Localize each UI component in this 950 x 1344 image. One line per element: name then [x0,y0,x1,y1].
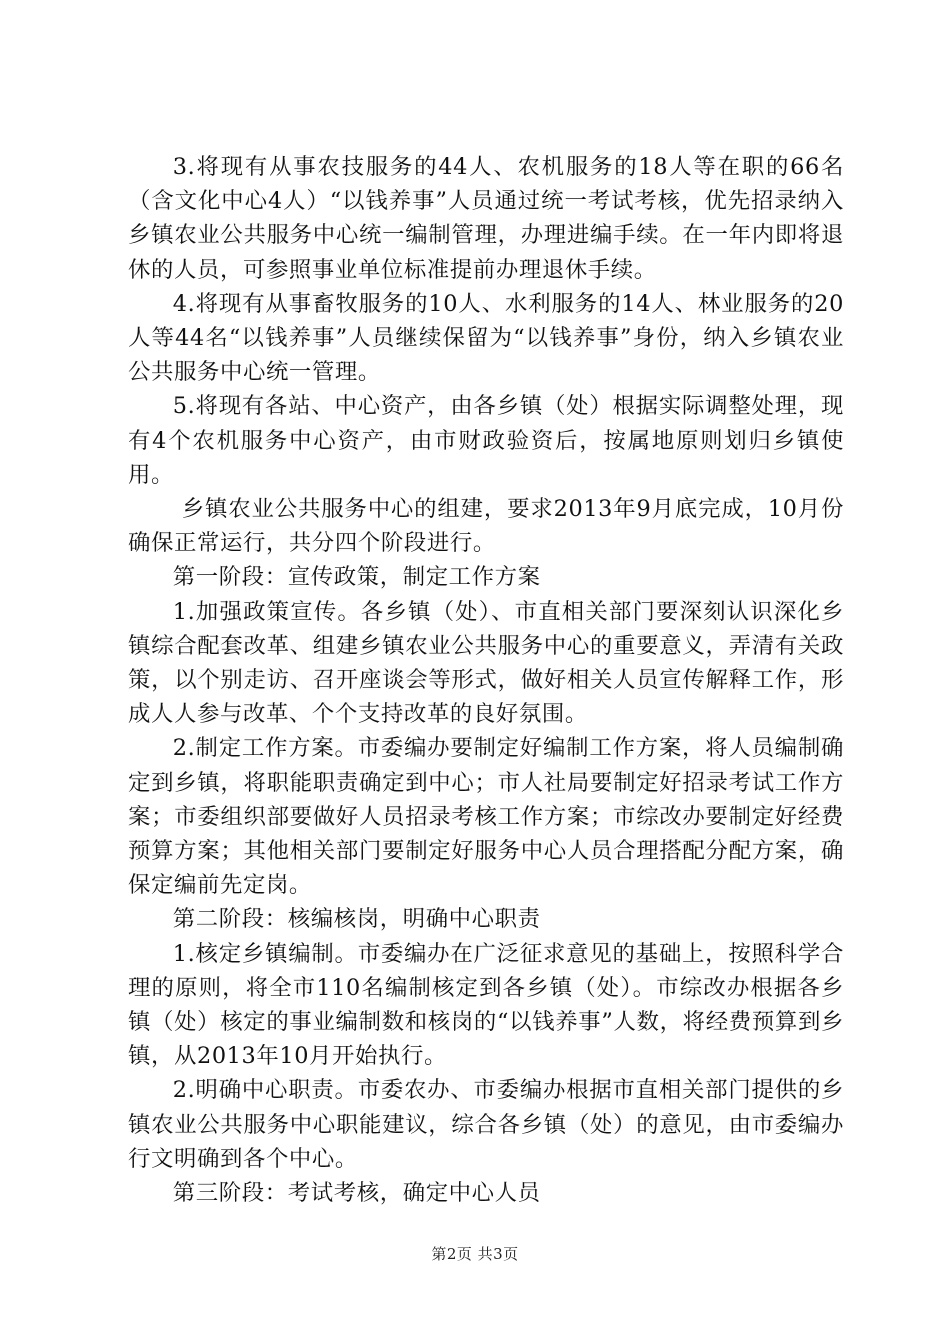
paragraph-item-4: 4.将现有从事畜牧服务的10人、水利服务的14人、林业服务的20人等44名“以钱养事”人员继续保留为“以钱养事”身份，纳入乡镇农业公共服务中心统一管理。 [128,290,844,386]
page-number-label: 第2页 共3页 [431,1245,519,1263]
paragraph-item-3: 3.将现有从事农技服务的44人、农机服务的18人等在职的66名（含文化中心4人）“以钱养事”人员通过统一考试考核，优先招录纳入乡镇农业公共服务中心统一编制管理，办理进编手续。在一年内即将退休的人员，可参照事业单位标准提前办理退休手续。 [128,154,844,283]
page-footer [0,1244,950,1264]
section-heading-stage-1: 第一阶段：宣传政策，制定工作方案 [172,564,541,591]
paragraph-stage-2-item-2: 2.明确中心职责。市委农办、市委编办根据市直相关部门提供的乡镇农业公共服务中心职能建议，综合各乡镇（处）的意见，由市委编办行文明确到各个中心。 [128,1077,844,1172]
section-heading-stage-2: 第二阶段：核编核岗，明确中心职责 [172,906,541,933]
section-heading-stage-3: 第三阶段：考试考核，确定中心人员 [172,1180,541,1207]
paragraph-stage-2-item-1: 1.核定乡镇编制。市委编办在广泛征求意见的基础上，按照科学合理的原则，将全市110名编制核定到各乡镇（处）。市综改办根据各乡镇（处）核定的事业编制数和核岗的“以钱养事”人数，将经费预算到乡镇，从2013年10月开始执行。 [128,940,844,1070]
paragraph-item-5: 5.将现有各站、中心资产，由各乡镇（处）根据实际调整处理，现有4个农机服务中心资产，由市财政验资后，按属地原则划归乡镇使用。 [128,393,844,488]
paragraph-schedule-intro: 乡镇农业公共服务中心的组建，要求2013年9月底完成，10月份确保正常运行，共分四个阶段进行。 [128,496,844,557]
document-body [128,150,844,1210]
paragraph-stage-1-item-2: 2.制定工作方案。市委编办要制定好编制工作方案，将人员编制确定到乡镇，将职能职责确定到中心；市人社局要制定好招录考试工作方案；市委组织部要做好人员招录考核工作方案；市综改办要制定好经费预算方案；其他相关部门要制定好服务中心人员合理搭配分配方案，确保定编前先定岗。 [128,735,844,899]
paragraph-stage-1-item-1: 1.加强政策宣传。各乡镇（处）、市直相关部门要深刻认识深化乡镇综合配套改革、组建乡镇农业公共服务中心的重要意义，弄清有关政策，以个别走访、召开座谈会等形式，做好相关人员宣传解释工作，形成人人参与改革、个个支持改革的良好氛围。 [128,598,844,728]
